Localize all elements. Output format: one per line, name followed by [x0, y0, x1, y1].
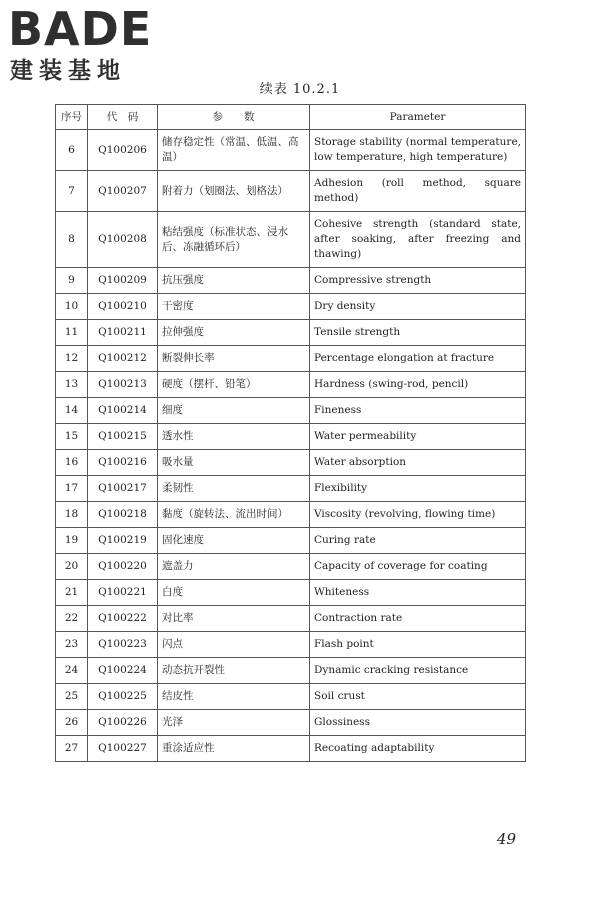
page-number: 49 — [496, 830, 516, 848]
row-code: Q100216 — [88, 450, 158, 476]
row-parameter-en: Contraction rate — [310, 606, 526, 632]
row-code: Q100208 — [88, 212, 158, 268]
row-parameter-cn: 储存稳定性（常温、低温、高温） — [158, 130, 310, 171]
row-parameter-cn: 透水性 — [158, 424, 310, 450]
table-row — [56, 710, 526, 736]
table-row — [56, 372, 526, 398]
table-row — [56, 212, 526, 268]
parameter-table — [55, 104, 526, 762]
row-code: Q100225 — [88, 684, 158, 710]
row-parameter-en: Storage stability (normal temperature, low temperature, high temperature) — [310, 130, 526, 171]
row-parameter-en: Flash point — [310, 632, 526, 658]
row-parameter-cn: 动态抗开裂性 — [158, 658, 310, 684]
header-parameter-en: Parameter — [310, 105, 526, 130]
table-row — [56, 320, 526, 346]
row-parameter-en: Water absorption — [310, 450, 526, 476]
row-parameter-cn: 干密度 — [158, 294, 310, 320]
row-parameter-cn: 吸水量 — [158, 450, 310, 476]
logo — [8, 4, 188, 86]
row-code: Q100222 — [88, 606, 158, 632]
row-parameter-en: Fineness — [310, 398, 526, 424]
table-header-row — [56, 105, 526, 130]
table-row — [56, 294, 526, 320]
row-parameter-en: Soil crust — [310, 684, 526, 710]
row-parameter-cn: 固化速度 — [158, 528, 310, 554]
logo-wordmark: BADE — [8, 2, 153, 56]
row-number: 10 — [56, 294, 88, 320]
header-code: 代 码 — [88, 105, 158, 130]
row-number: 24 — [56, 658, 88, 684]
row-code: Q100220 — [88, 554, 158, 580]
row-parameter-en: Viscosity (revolving, flowing time) — [310, 502, 526, 528]
row-number: 19 — [56, 528, 88, 554]
row-parameter-cn: 粘结强度（标准状态、浸水后、冻融循环后） — [158, 212, 310, 268]
row-number: 14 — [56, 398, 88, 424]
table-row — [56, 424, 526, 450]
table-row — [56, 606, 526, 632]
table-row — [56, 658, 526, 684]
row-parameter-cn: 闪点 — [158, 632, 310, 658]
table-caption: 续表 10.2.1 — [259, 82, 341, 97]
row-parameter-cn: 白度 — [158, 580, 310, 606]
row-number: 25 — [56, 684, 88, 710]
row-code: Q100214 — [88, 398, 158, 424]
row-parameter-en: Adhesion (roll method, square method) — [310, 171, 526, 212]
row-parameter-en: Compressive strength — [310, 268, 526, 294]
row-number: 26 — [56, 710, 88, 736]
row-number: 8 — [56, 212, 88, 268]
row-number: 20 — [56, 554, 88, 580]
table-row — [56, 736, 526, 762]
row-parameter-en: Recoating adaptability — [310, 736, 526, 762]
row-parameter-en: Dynamic cracking resistance — [310, 658, 526, 684]
header-parameter-cn: 参 数 — [158, 105, 310, 130]
table-row — [56, 502, 526, 528]
table-row — [56, 684, 526, 710]
row-code: Q100210 — [88, 294, 158, 320]
row-parameter-en: Glossiness — [310, 710, 526, 736]
row-parameter-cn: 遮盖力 — [158, 554, 310, 580]
row-number: 6 — [56, 130, 88, 171]
table-row — [56, 346, 526, 372]
row-number: 21 — [56, 580, 88, 606]
row-parameter-en: Percentage elongation at fracture — [310, 346, 526, 372]
row-parameter-cn: 附着力（划圈法、划格法） — [158, 171, 310, 212]
table-body — [56, 130, 526, 762]
row-number: 18 — [56, 502, 88, 528]
table-row — [56, 268, 526, 294]
row-number: 15 — [56, 424, 88, 450]
table-row — [56, 450, 526, 476]
row-code: Q100217 — [88, 476, 158, 502]
row-code: Q100223 — [88, 632, 158, 658]
logo-subtitle: 建装基地 — [10, 58, 126, 84]
row-parameter-en: Tensile strength — [310, 320, 526, 346]
row-number: 16 — [56, 450, 88, 476]
table-row — [56, 130, 526, 171]
row-parameter-cn: 结皮性 — [158, 684, 310, 710]
row-parameter-cn: 断裂伸长率 — [158, 346, 310, 372]
row-parameter-en: Water permeability — [310, 424, 526, 450]
row-code: Q100221 — [88, 580, 158, 606]
row-code: Q100213 — [88, 372, 158, 398]
row-number: 17 — [56, 476, 88, 502]
row-parameter-cn: 重涂适应性 — [158, 736, 310, 762]
row-code: Q100227 — [88, 736, 158, 762]
row-code: Q100215 — [88, 424, 158, 450]
row-number: 12 — [56, 346, 88, 372]
row-number: 22 — [56, 606, 88, 632]
row-code: Q100212 — [88, 346, 158, 372]
row-parameter-en: Capacity of coverage for coating — [310, 554, 526, 580]
row-number: 7 — [56, 171, 88, 212]
row-parameter-cn: 拉伸强度 — [158, 320, 310, 346]
row-parameter-en: Curing rate — [310, 528, 526, 554]
table-row — [56, 632, 526, 658]
row-parameter-cn: 抗压强度 — [158, 268, 310, 294]
row-code: Q100224 — [88, 658, 158, 684]
row-code: Q100206 — [88, 130, 158, 171]
row-parameter-cn: 硬度（摆杆、铅笔） — [158, 372, 310, 398]
row-code: Q100218 — [88, 502, 158, 528]
table-row — [56, 171, 526, 212]
table-row — [56, 580, 526, 606]
row-code: Q100207 — [88, 171, 158, 212]
table-row — [56, 554, 526, 580]
row-code: Q100226 — [88, 710, 158, 736]
row-parameter-en: Cohesive strength (standard state, after soaking, after freezing and thawing) — [310, 212, 526, 268]
row-parameter-en: Whiteness — [310, 580, 526, 606]
table-row — [56, 398, 526, 424]
row-code: Q100211 — [88, 320, 158, 346]
row-number: 13 — [56, 372, 88, 398]
row-parameter-cn: 对比率 — [158, 606, 310, 632]
row-parameter-en: Flexibility — [310, 476, 526, 502]
row-parameter-cn: 细度 — [158, 398, 310, 424]
row-parameter-cn: 光泽 — [158, 710, 310, 736]
row-number: 9 — [56, 268, 88, 294]
table-row — [56, 528, 526, 554]
row-parameter-cn: 黏度（旋转法、流出时间） — [158, 502, 310, 528]
row-parameter-en: Dry density — [310, 294, 526, 320]
row-parameter-en: Hardness (swing-rod, pencil) — [310, 372, 526, 398]
row-number: 27 — [56, 736, 88, 762]
row-number: 11 — [56, 320, 88, 346]
row-code: Q100219 — [88, 528, 158, 554]
table-row — [56, 476, 526, 502]
row-parameter-cn: 柔韧性 — [158, 476, 310, 502]
row-number: 23 — [56, 632, 88, 658]
row-code: Q100209 — [88, 268, 158, 294]
header-no: 序号 — [56, 105, 88, 130]
